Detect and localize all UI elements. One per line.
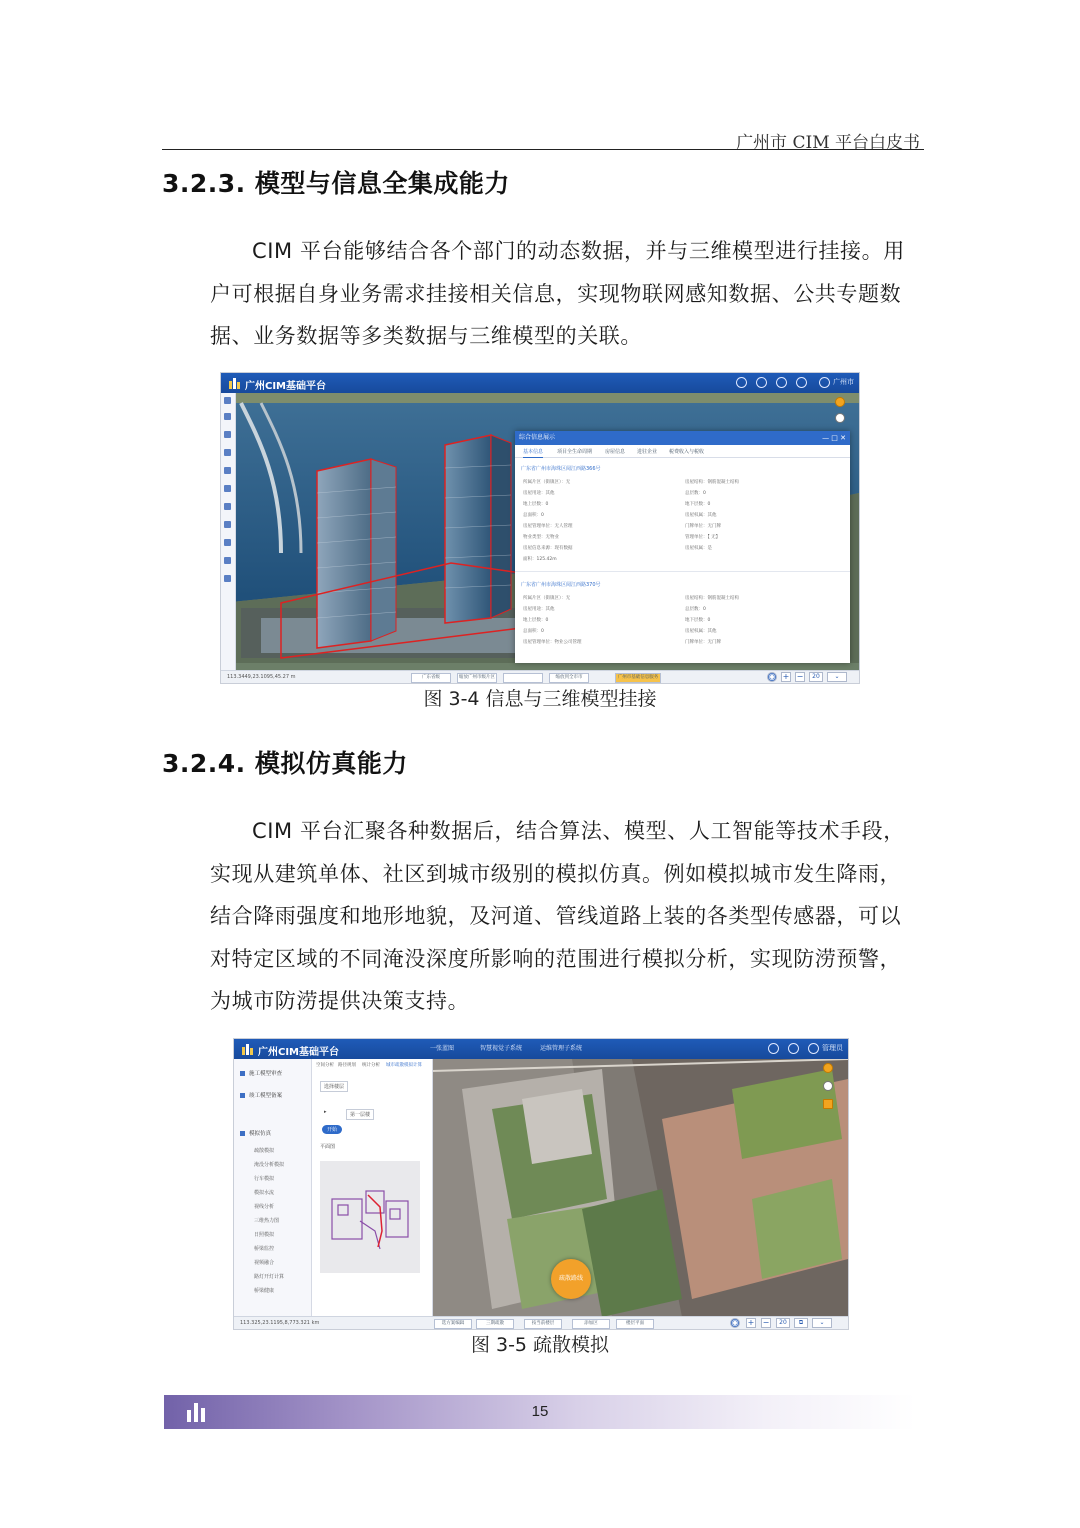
header-rule — [162, 149, 924, 150]
building-address-1: 广东省广州市海珠区阅江西路366号 — [521, 466, 601, 472]
floorplan-label: 平面图 — [320, 1144, 336, 1150]
nav-item[interactable]: 视频融合 — [254, 1260, 275, 1266]
info-row: 物业类型：无物业 — [523, 535, 559, 540]
info-row: 房屋结构：钢筋混凝土结构 — [685, 480, 739, 485]
settings-icon[interactable] — [796, 377, 807, 388]
tab-tax[interactable]: 税费收入与税收 — [669, 449, 705, 455]
simulation-select[interactable]: 选择楼层 — [320, 1081, 348, 1092]
info-row: 房屋信息来源：现有数据 — [523, 546, 573, 551]
top-nav-vision[interactable]: 智慧视觉子系统 — [480, 1045, 523, 1052]
close-icon[interactable]: — □ ✕ — [822, 434, 846, 442]
info-row: 面积：125.42m — [523, 557, 557, 562]
menu-icon[interactable] — [224, 397, 231, 404]
nav-group-completion-filing[interactable]: 竣工模型备案 — [240, 1091, 282, 1099]
star-icon[interactable] — [224, 557, 231, 564]
share-icon[interactable] — [224, 539, 231, 546]
info-panel — [515, 431, 850, 663]
info-row: 房屋管理单位：物业公司管理 — [523, 640, 582, 645]
nav-item[interactable]: 三维热力图 — [254, 1218, 280, 1224]
top-nav-blueprint[interactable]: 一张蓝图 — [430, 1045, 455, 1052]
section-3-2-3-paragraph — [210, 230, 910, 358]
toolbox-icon[interactable] — [823, 1099, 833, 1109]
bottom-button[interactable]: 添加区 — [572, 1319, 610, 1329]
3d-campus-scene — [432, 1059, 848, 1317]
info-row: 地下层数：0 — [685, 502, 711, 507]
bottom-button[interactable]: 选方案编辑 — [434, 1319, 472, 1329]
floor-label: ▸ — [324, 1109, 327, 1115]
help-icon[interactable] — [768, 1043, 779, 1054]
figure-3-5-screenshot — [233, 1038, 849, 1330]
section-3-2-4-paragraph — [210, 810, 910, 1023]
bottom-button[interactable]: 广东省级 — [411, 673, 451, 683]
left-toolstrip — [221, 393, 236, 671]
paragraph-line: CIM 平台汇聚各种数据后，结合算法、模型、人工智能等技术手段， — [252, 819, 905, 843]
left-nav — [234, 1059, 312, 1317]
zoom-in-button[interactable]: + — [782, 672, 790, 681]
paragraph-line: 户可根据自身业务需求挂接相关信息，实现物联网感知数据、公共专题数 — [210, 281, 902, 306]
chart-icon[interactable] — [224, 467, 231, 474]
layer-icon[interactable] — [224, 413, 231, 420]
app-titlebar — [234, 1039, 848, 1059]
compass-icon[interactable] — [835, 397, 845, 407]
info-panel-tabs — [515, 445, 850, 458]
zoom-level: 20 — [809, 672, 823, 682]
search-icon[interactable] — [224, 521, 231, 528]
cim-logo-icon — [227, 376, 241, 390]
floorplan-image — [320, 1161, 420, 1273]
footer-logo-icon — [184, 1400, 208, 1424]
nav-group-construction-review[interactable]: 施工模型审查 — [240, 1069, 282, 1077]
info-row: 房屋结构：钢筋混凝土结构 — [685, 596, 739, 601]
info-row: 所属片区（街镇区）：无 — [523, 596, 571, 601]
section-heading-3-2-3: 3.2.3. 模型与信息全集成能力 — [162, 169, 510, 198]
info-row: 房屋管理单位：无人管理 — [523, 524, 573, 529]
paragraph-line: 对特定区域的不同淹没深度所影响的范围进行模拟分析，实现防涝预警， — [210, 946, 902, 971]
bottom-button[interactable]: 三期疏散 — [476, 1319, 514, 1329]
figure-3-4-caption: 图 3-4 信息与三维模型挂接 — [423, 688, 657, 710]
nav-item[interactable]: 视线分析 — [254, 1204, 275, 1210]
info-panel-header — [515, 431, 850, 445]
info-row: 房屋权属：是 — [685, 546, 712, 551]
map-icon[interactable] — [224, 431, 231, 438]
user-avatar-icon[interactable] — [819, 377, 830, 388]
info-row: 总面积：0 — [523, 513, 544, 518]
nav-item[interactable]: 行车模拟 — [254, 1176, 275, 1182]
running-head: 广州市 CIM 平台白皮书 — [736, 133, 920, 153]
view-mode-select[interactable]: ⌄ — [812, 1318, 832, 1328]
app-title: 广州CIM基础平台 — [245, 381, 327, 392]
nav-group-simulation[interactable]: 模拟仿真 — [240, 1129, 271, 1137]
app-titlebar — [221, 373, 859, 393]
zoom-search-icon[interactable] — [823, 1081, 833, 1091]
bottom-button[interactable]: 楼层平面 — [616, 1319, 654, 1329]
tab-house-info[interactable]: 房屋信息 — [605, 449, 626, 455]
nav-item[interactable]: 桥梁健康 — [254, 1288, 275, 1294]
info-row: 管理单位：【 无】 — [685, 535, 721, 540]
evacuation-marker[interactable]: 疏散路线 — [551, 1259, 591, 1299]
pane-tab[interactable]: 空间分析 — [316, 1063, 334, 1068]
info-row: 门牌单位：无门牌 — [685, 640, 721, 645]
tool-icon[interactable] — [224, 503, 231, 510]
bottom-button[interactable]: 缩放广州市级片区 — [457, 673, 497, 683]
section-heading-3-2-4: 3.2.4. 模拟仿真能力 — [162, 749, 408, 778]
check-icon[interactable] — [756, 377, 767, 388]
info-row: 门牌单位：无门牌 — [685, 524, 721, 529]
user-label[interactable]: 广州市 — [833, 378, 854, 386]
figure-3-5-caption: 图 3-5 疏散模拟 — [470, 1334, 610, 1356]
figure-3-4-screenshot — [220, 372, 860, 684]
info-row: 总层数：0 — [685, 607, 706, 612]
divider — [515, 571, 850, 572]
zoom-search-icon[interactable] — [835, 413, 845, 423]
info-row: 房屋权属：其他 — [685, 629, 717, 634]
info-row: 房屋用途：其他 — [523, 607, 555, 612]
tab-enterprises[interactable]: 进驻企业 — [637, 449, 658, 455]
page-number: 15 — [531, 1403, 549, 1420]
status-bar — [234, 1316, 848, 1329]
cim-logo-icon — [240, 1042, 254, 1056]
top-nav-ops[interactable]: 运维管理子系统 — [540, 1045, 583, 1052]
paragraph-line: 实现从建筑单体、社区到城市级别的模拟仿真。例如模拟城市发生降雨， — [210, 861, 902, 886]
compass-icon[interactable] — [823, 1063, 833, 1073]
globe-icon[interactable] — [776, 377, 787, 388]
nav-item[interactable]: 模拟水流 — [254, 1190, 275, 1196]
paragraph-line: 为城市防涝提供决策支持。 — [210, 989, 470, 1013]
bottom-button-active[interactable]: 广州市基础信息服务 — [615, 673, 661, 683]
zoom-in-button[interactable]: + — [747, 1318, 755, 1327]
info-row: 总层数：0 — [685, 491, 706, 496]
paragraph-line: CIM 平台能够结合各个部门的动态数据，并与三维模型进行挂接。用 — [252, 239, 905, 263]
simulation-pane — [312, 1059, 433, 1317]
nav-item[interactable]: 路灯开灯计算 — [254, 1274, 285, 1280]
floor-select[interactable]: 第一层楼 — [346, 1109, 374, 1120]
list-icon[interactable] — [224, 485, 231, 492]
user-label[interactable]: 管理员 — [822, 1044, 843, 1052]
zoom-out-button[interactable]: − — [762, 1318, 770, 1327]
coordinate-readout: 113.3449,23.1095,45.27 m — [227, 674, 296, 680]
pane-tab[interactable]: 统计分析 — [362, 1063, 380, 1068]
paragraph-line: 结合降雨强度和地形地貌，及河道、管线道路上装的各类型传感器，可以 — [210, 904, 902, 928]
info-row: 总面积：0 — [523, 629, 544, 634]
bottom-button[interactable]: 缩放到全市市 — [549, 673, 589, 683]
notification-icon[interactable] — [788, 1043, 799, 1054]
bottom-button[interactable] — [503, 673, 543, 683]
compass-button-icon[interactable]: ◉ — [768, 672, 776, 681]
tab-lifecycle[interactable]: 项目全生命周期 — [557, 449, 593, 455]
app-title: 广州CIM基础平台 — [258, 1047, 340, 1058]
layer-toggle-icon[interactable]: ⧉ — [794, 1318, 808, 1328]
zoom-level: 20 — [776, 1318, 790, 1328]
pane-tab-active[interactable]: 城市疏散模拟计算 — [386, 1063, 422, 1068]
compass-button-icon[interactable]: ◉ — [731, 1318, 739, 1327]
building-icon[interactable] — [224, 449, 231, 456]
info-row: 地下层数：0 — [685, 618, 711, 623]
nav-item[interactable]: 淹没分析模拟 — [254, 1162, 285, 1168]
pane-tab[interactable]: 路径规划 — [338, 1063, 356, 1068]
zoom-out-button[interactable]: − — [796, 672, 804, 681]
info-row: 地上层数：0 — [523, 502, 549, 507]
gear-icon[interactable] — [224, 575, 231, 582]
user-avatar-icon[interactable] — [808, 1043, 819, 1054]
info-row: 地上层数：0 — [523, 618, 549, 623]
status-bar — [221, 670, 859, 683]
filter-icon[interactable] — [736, 377, 747, 388]
info-row: 房屋用途：其他 — [523, 491, 555, 496]
nav-item[interactable]: 日照模拟 — [254, 1232, 275, 1238]
tab-basic-info[interactable]: 基本信息 — [523, 448, 543, 458]
start-button[interactable]: 开始 — [322, 1125, 342, 1134]
nav-item[interactable]: 桥梁监控 — [254, 1246, 275, 1252]
info-row: 所属片区（街镇区）：无 — [523, 480, 571, 485]
view-mode-select[interactable]: ⌄ — [827, 672, 847, 682]
info-row: 房屋权属：其他 — [685, 513, 717, 518]
coordinate-readout: 113.325,23.1195,8,773.321 km — [240, 1320, 320, 1326]
info-panel-title: 综合信息展示 — [519, 434, 556, 441]
bottom-button[interactable]: 按当前楼层 — [524, 1319, 562, 1329]
nav-item[interactable]: 疏散模拟 — [254, 1148, 275, 1154]
building-address-2: 广东省广州市海珠区阅江西路370号 — [521, 582, 601, 588]
paragraph-line: 据、业务数据等多类数据与三维模型的关联。 — [210, 324, 642, 348]
